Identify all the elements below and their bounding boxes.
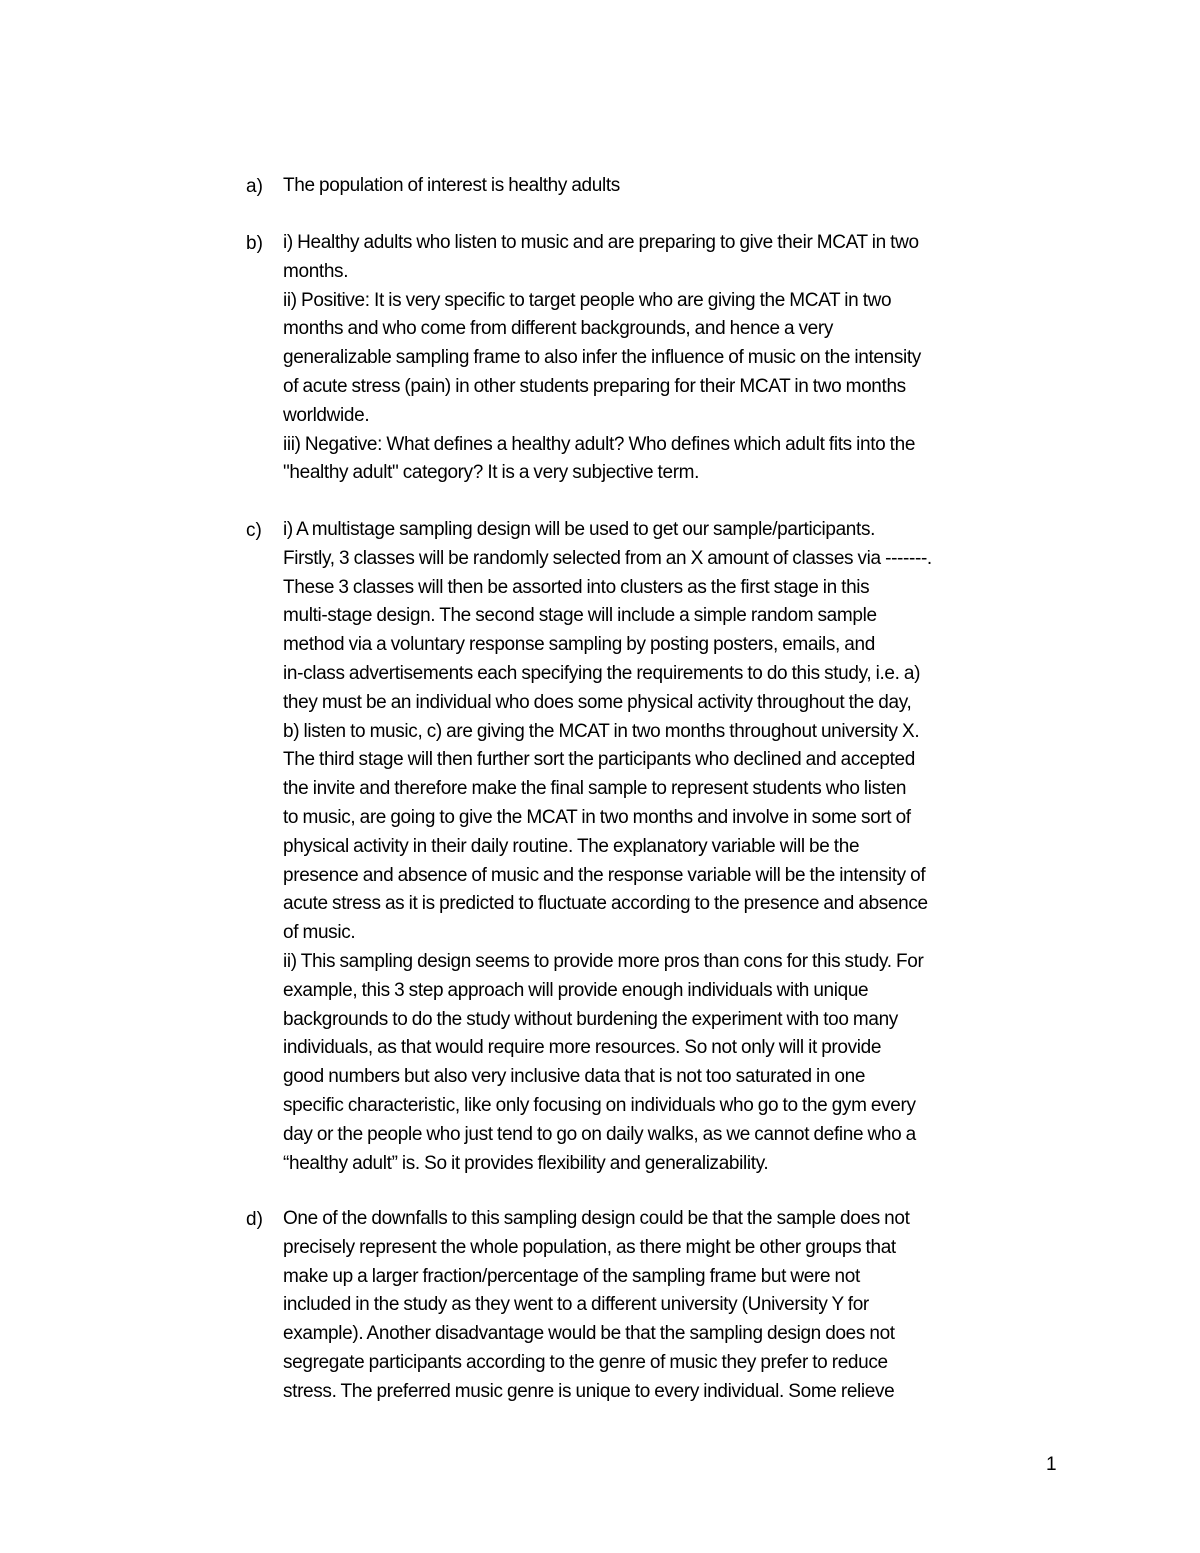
text-line: The population of interest is healthy adults bbox=[283, 175, 620, 196]
text-line: i) A multistage sampling design will be used to get our sample/participants. bbox=[283, 519, 876, 540]
answer-label: a) bbox=[246, 176, 263, 197]
answer-label: c) bbox=[246, 520, 262, 541]
text-line: worldwide. bbox=[283, 404, 370, 426]
text-line: of acute stress (pain) in other students preparing for their MCAT in two months bbox=[283, 375, 906, 397]
text-line: months and who come from different backgrounds, and hence a very bbox=[283, 318, 834, 340]
text-line: make up a larger fraction/percentage of the sampling frame but were not bbox=[283, 1265, 860, 1287]
text-line: iii) Negative: What defines a healthy adult? Who defines which adult fits into the bbox=[283, 433, 916, 455]
text-line: they must be an individual who does some physical activity throughout the day, bbox=[283, 691, 912, 713]
text-line: Firstly, 3 classes will be randomly selected from an X amount of classes via -------. bbox=[283, 547, 932, 569]
text-line: precisely represent the whole population, as there might be other groups that bbox=[283, 1236, 896, 1258]
text-line: “healthy adult” is. So it provides flexibility and generalizability. bbox=[283, 1152, 769, 1174]
answer-text bbox=[283, 516, 1073, 1178]
text-line: included in the study as they went to a different university (University Y for bbox=[283, 1294, 869, 1316]
text-line: the invite and therefore make the final sample to represent students who listen bbox=[283, 778, 907, 800]
text-line: specific characteristic, like only focusing on individuals who go to the gym every bbox=[283, 1094, 916, 1116]
text-line: acute stress as it is predicted to fluctuate according to the presence and absence bbox=[283, 893, 928, 915]
text-line: backgrounds to do the study without burdening the experiment with too many bbox=[283, 1008, 898, 1030]
answer-label: d) bbox=[246, 1209, 263, 1230]
text-line: generalizable sampling frame to also infer the influence of music on the intensity bbox=[283, 347, 921, 369]
text-line: One of the downfalls to this sampling design could be that the sample does not bbox=[283, 1208, 910, 1229]
text-line: day or the people who just tend to go on daily walks, as we cannot define who a bbox=[283, 1123, 916, 1145]
text-line: in-class advertisements each specifying the requirements to do this study, i.e. a) bbox=[283, 662, 921, 684]
text-line: stress. The preferred music genre is unique to every individual. Some relieve bbox=[283, 1380, 895, 1402]
answer-label: b) bbox=[246, 233, 263, 254]
text-line: of music. bbox=[283, 922, 356, 944]
text-line: physical activity in their daily routine. The explanatory variable will be the bbox=[283, 835, 860, 857]
answer-text bbox=[283, 172, 1073, 201]
text-line: individuals, as that would require more resources. So not only will it provide bbox=[283, 1037, 882, 1059]
text-line: presence and absence of music and the response variable will be the intensity of bbox=[283, 864, 926, 886]
text-line: "healthy adult" category? It is a very subjective term. bbox=[283, 462, 700, 484]
answer-text bbox=[283, 1205, 1073, 1407]
text-line: ii) This sampling design seems to provide more pros than cons for this study. For bbox=[283, 950, 924, 972]
answer-text bbox=[283, 229, 1073, 488]
text-line: example, this 3 step approach will provide enough individuals with unique bbox=[283, 979, 869, 1001]
text-line: These 3 classes will then be assorted into clusters as the first stage in this bbox=[283, 576, 870, 598]
text-line: example). Another disadvantage would be that the sampling design does not bbox=[283, 1323, 895, 1345]
text-line: multi-stage design. The second stage will include a simple random sample bbox=[283, 605, 877, 627]
page-number: 1 bbox=[1046, 1454, 1057, 1475]
text-line: good numbers but also very inclusive data that is not too saturated in one bbox=[283, 1066, 866, 1088]
text-line: The third stage will then further sort the participants who declined and accepted bbox=[283, 749, 915, 771]
text-line: b) listen to music, c) are giving the MCAT in two months throughout university X. bbox=[283, 720, 920, 742]
text-line: months. bbox=[283, 260, 349, 282]
text-line: to music, are going to give the MCAT in two months and involve in some sort of bbox=[283, 806, 911, 828]
text-line: i) Healthy adults who listen to music and are preparing to give their MCAT in two bbox=[283, 232, 919, 253]
text-line: method via a voluntary response sampling by posting posters, emails, and bbox=[283, 634, 875, 656]
text-line: ii) Positive: It is very specific to target people who are giving the MCAT in two bbox=[283, 289, 892, 311]
text-line: segregate participants according to the genre of music they prefer to reduce bbox=[283, 1351, 888, 1373]
